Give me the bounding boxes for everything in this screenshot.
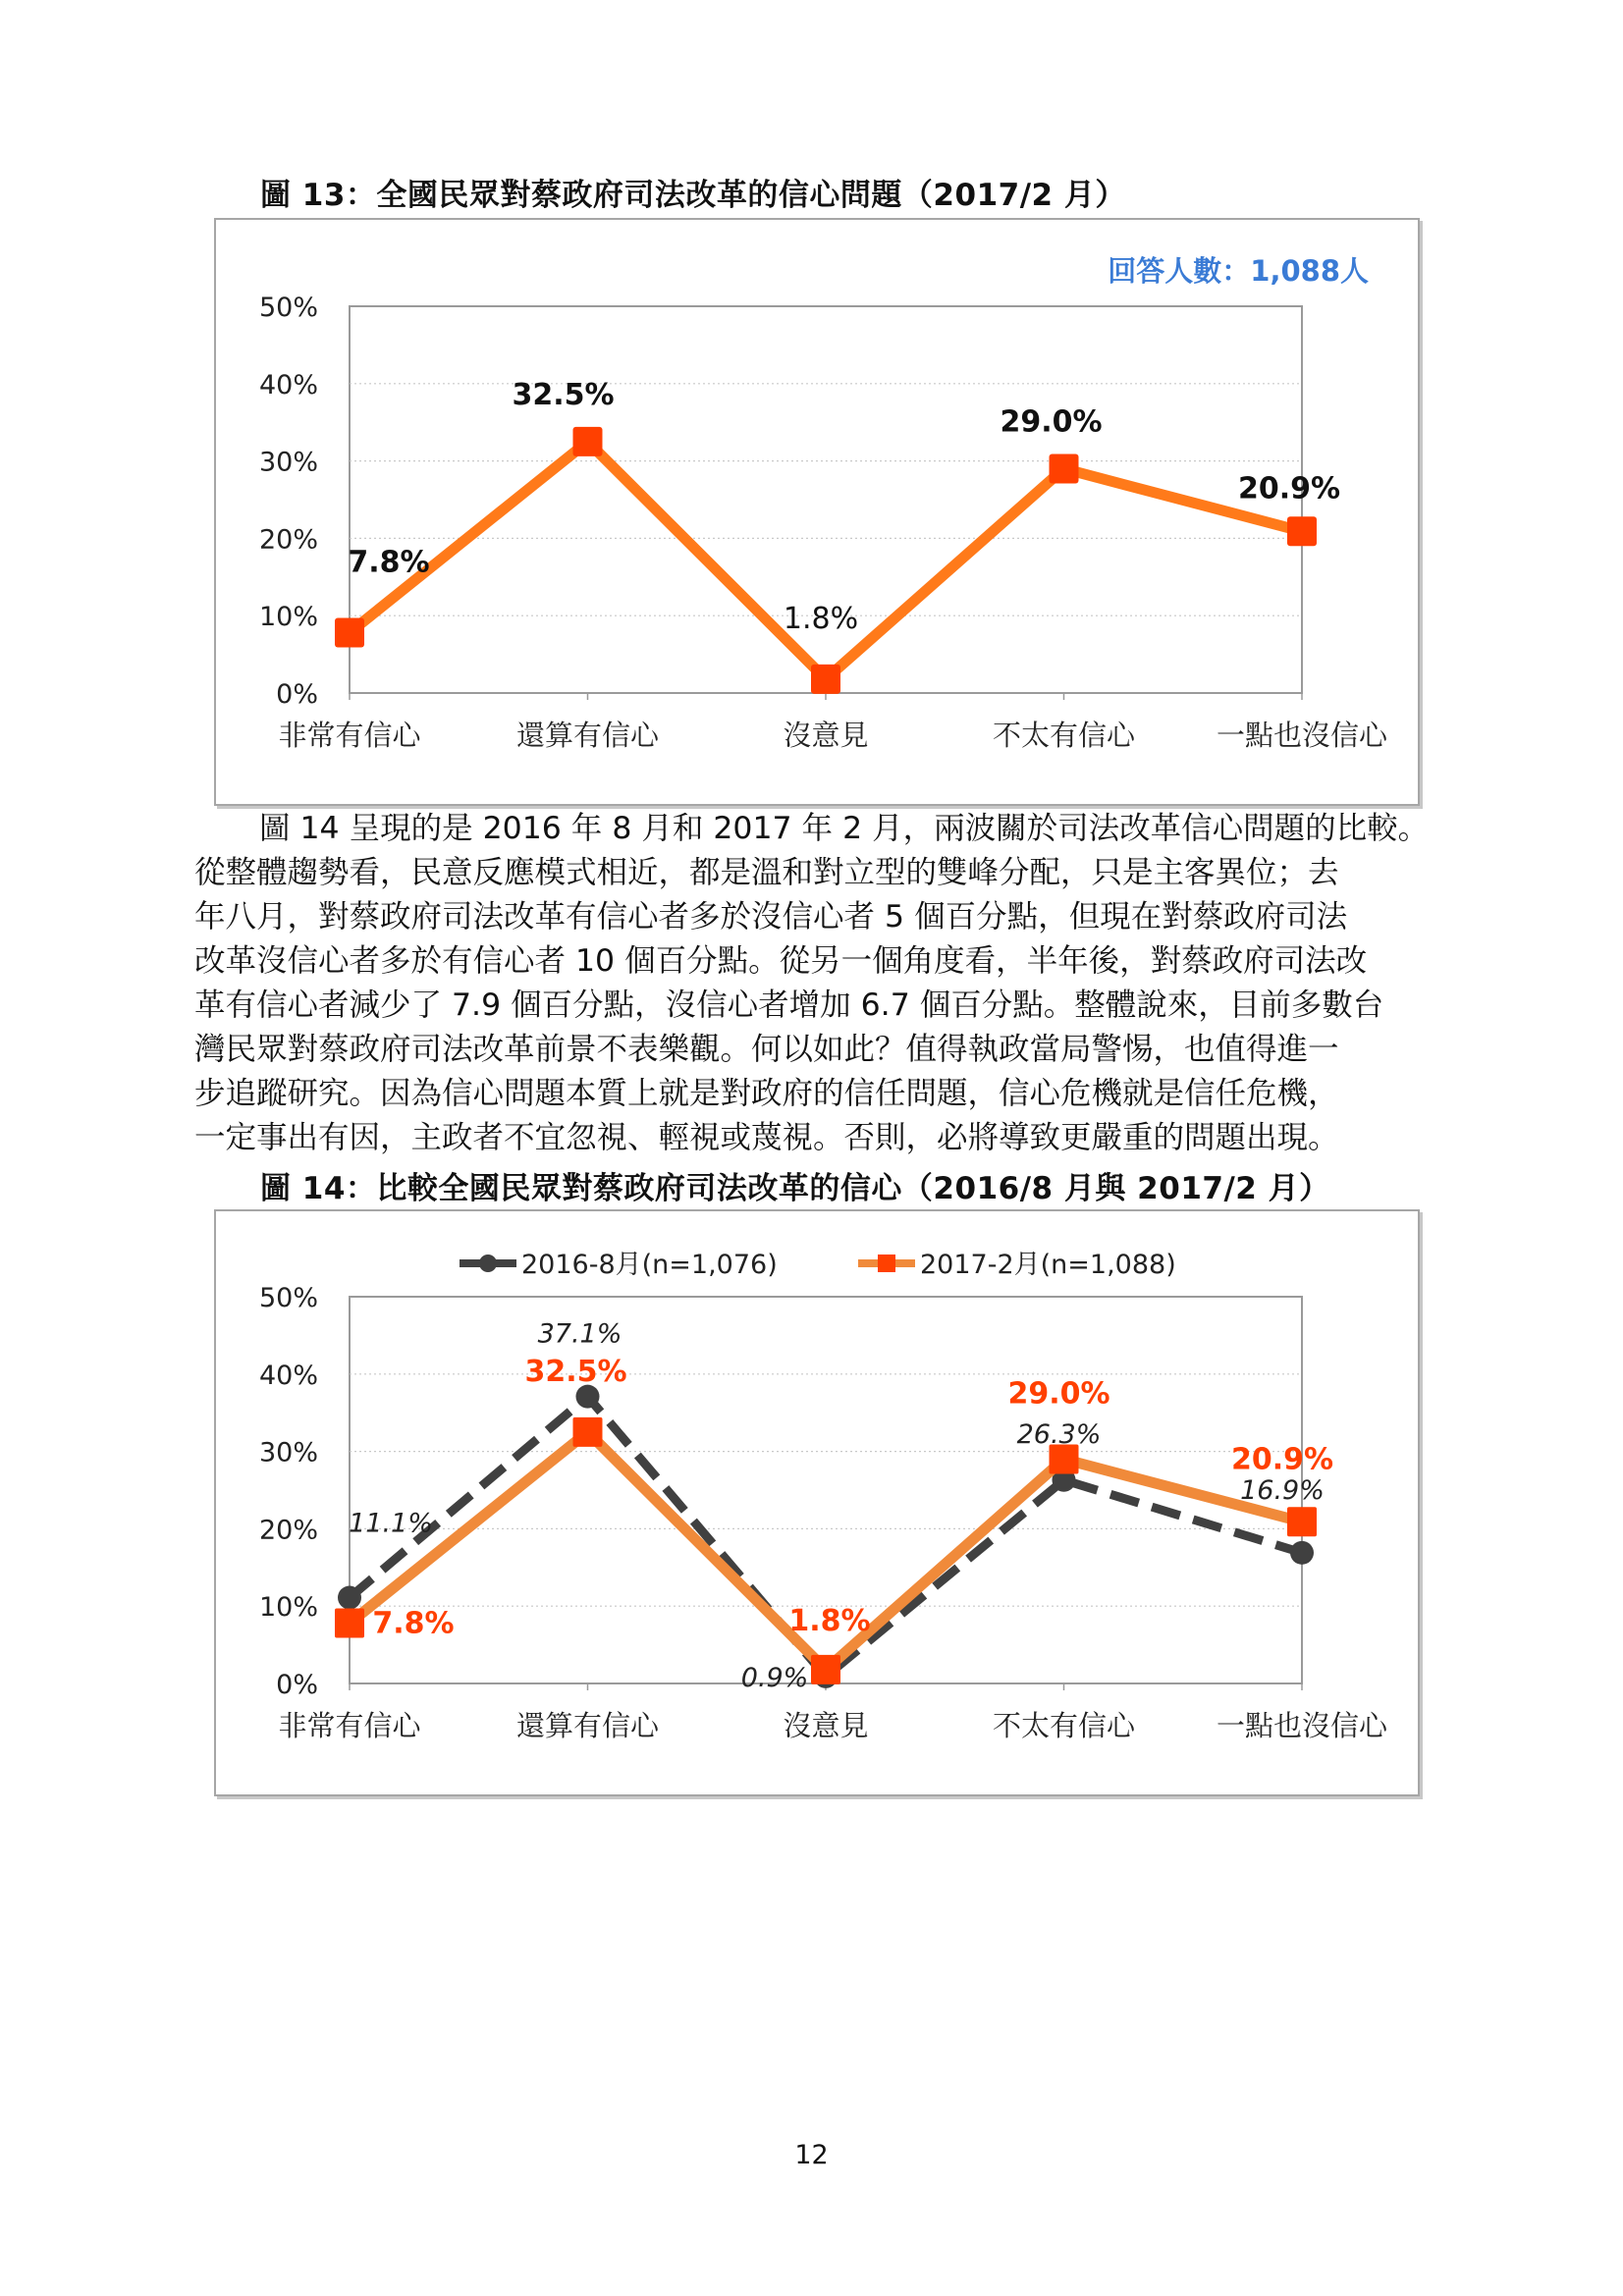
fig13-xtick-label: 沒意見 xyxy=(783,719,869,752)
fig13-ytick-label: 10% xyxy=(258,602,318,633)
paragraph-line: 步追蹤研究。因為信心問題本質上就是對政府的信任問題，信心危機就是信任危機， xyxy=(194,1076,1339,1111)
fig14-legend-marker-2017 xyxy=(878,1255,895,1272)
fig13-ytick-label: 40% xyxy=(258,369,318,400)
paragraph-line: 年八月，對蔡政府司法改革有信心者多於沒信心者 5 個百分點，但現在對蔡政府司法 xyxy=(194,899,1348,934)
fig13-ytick-label: 0% xyxy=(276,679,318,710)
fig14-xtick-label: 不太有信心 xyxy=(992,1709,1136,1742)
figure-14-caption: 圖 14：比較全國民眾對蔡政府司法改革的信心（2016/8 月與 2017/2 月） xyxy=(260,1171,1330,1206)
fig13-data-point xyxy=(1287,516,1317,546)
figure-13-svg xyxy=(216,220,1418,804)
fig13-data-point xyxy=(1050,454,1079,483)
paragraph-line: 灣民眾對蔡政府司法改革前景不表樂觀。何以如此？值得執政當局警惕，也值得進一 xyxy=(194,1032,1339,1067)
fig14-data-point-2017 xyxy=(573,1417,603,1447)
fig13-data-label: 1.8% xyxy=(783,601,859,636)
fig14-xtick-label: 沒意見 xyxy=(783,1709,869,1742)
fig13-data-point xyxy=(573,427,603,456)
fig13-data-point xyxy=(335,618,364,648)
body-paragraph xyxy=(194,807,1432,1160)
figure-13-caption: 圖 13：全國民眾對蔡政府司法改革的信心問題（2017/2 月） xyxy=(260,178,1126,213)
fig14-data-label-2017: 7.8% xyxy=(372,1606,455,1641)
fig14-data-label-2016: 26.3% xyxy=(1016,1418,1102,1450)
fig13-xtick-label: 一點也沒信心 xyxy=(1216,719,1388,752)
fig14-data-label-2016: 37.1% xyxy=(537,1318,622,1350)
fig14-data-point-2017 xyxy=(811,1655,840,1684)
fig14-legend-label-2017: 2017-2月(n=1,088) xyxy=(920,1250,1176,1280)
fig14-data-label-2017: 32.5% xyxy=(524,1354,627,1389)
fig14-data-point-2016 xyxy=(1290,1541,1314,1565)
fig14-data-label-2016: 16.9% xyxy=(1240,1474,1325,1506)
figure-14-svg xyxy=(216,1211,1418,1794)
paragraph-line: 革有信心者減少了 7.9 個百分點，沒信心者增加 6.7 個百分點。整體說來，目前多數台 xyxy=(194,988,1384,1023)
fig14-ytick-label: 50% xyxy=(258,1283,318,1313)
fig13-xtick-label: 不太有信心 xyxy=(992,719,1136,752)
fig14-ytick-label: 20% xyxy=(258,1515,318,1546)
fig14-xtick-label: 非常有信心 xyxy=(278,1709,421,1742)
fig14-xtick-label: 還算有信心 xyxy=(515,1709,660,1742)
fig14-ytick-label: 30% xyxy=(258,1437,318,1468)
page-number: 12 xyxy=(794,2140,829,2170)
fig13-xtick-label: 非常有信心 xyxy=(278,719,421,752)
fig14-data-label-2017: 20.9% xyxy=(1230,1442,1334,1477)
fig13-xtick-label: 還算有信心 xyxy=(515,719,660,752)
paragraph-line: 一定事出有因，主政者不宜忽視、輕視或蔑視。否則，必將導致更嚴重的問題出現。 xyxy=(194,1120,1339,1155)
fig14-data-point-2017 xyxy=(1287,1507,1317,1536)
fig14-ytick-label: 10% xyxy=(258,1592,318,1624)
fig14-ytick-label: 0% xyxy=(276,1670,318,1700)
fig14-xtick-label: 一點也沒信心 xyxy=(1216,1709,1388,1742)
fig13-data-label: 20.9% xyxy=(1237,471,1341,507)
fig13-ytick-label: 50% xyxy=(258,293,318,323)
fig13-ytick-label: 20% xyxy=(258,524,318,556)
fig14-data-point-2016 xyxy=(338,1586,361,1610)
fig14-data-label-2016: 11.1% xyxy=(349,1508,433,1539)
fig14-ytick-label: 40% xyxy=(258,1360,318,1391)
fig14-data-label-2016: 0.9% xyxy=(740,1662,809,1693)
fig13-respondents-annotation: 回答人數：1,088人 xyxy=(1108,254,1369,288)
figure-13-chart xyxy=(214,218,1420,806)
fig13-data-point xyxy=(811,665,840,694)
fig14-data-label-2017: 1.8% xyxy=(788,1603,871,1638)
fig14-legend-marker-2016 xyxy=(479,1255,497,1272)
fig14-data-point-2017 xyxy=(335,1609,364,1638)
fig13-data-label: 32.5% xyxy=(512,377,615,412)
fig13-data-label: 7.8% xyxy=(348,545,430,580)
paragraph-line: 從整體趨勢看，民意反應模式相近，都是溫和對立型的雙峰分配，只是主客異位；去 xyxy=(194,855,1339,890)
figure-14-chart xyxy=(214,1209,1420,1796)
fig13-ytick-label: 30% xyxy=(258,447,318,478)
fig14-data-label-2017: 29.0% xyxy=(1007,1376,1110,1412)
fig14-legend-label-2016: 2016-8月(n=1,076) xyxy=(521,1250,778,1280)
fig13-data-label: 29.0% xyxy=(1000,404,1103,440)
paragraph-line: 改革沒信心者多於有信心者 10 個百分點。從另一個角度看，半年後，對蔡政府司法改 xyxy=(194,943,1368,979)
paragraph-line: 圖 14 呈現的是 2016 年 8 月和 2017 年 2 月，兩波關於司法改革信心問題的比較。 xyxy=(259,811,1430,846)
fig13-series-line xyxy=(350,442,1302,679)
